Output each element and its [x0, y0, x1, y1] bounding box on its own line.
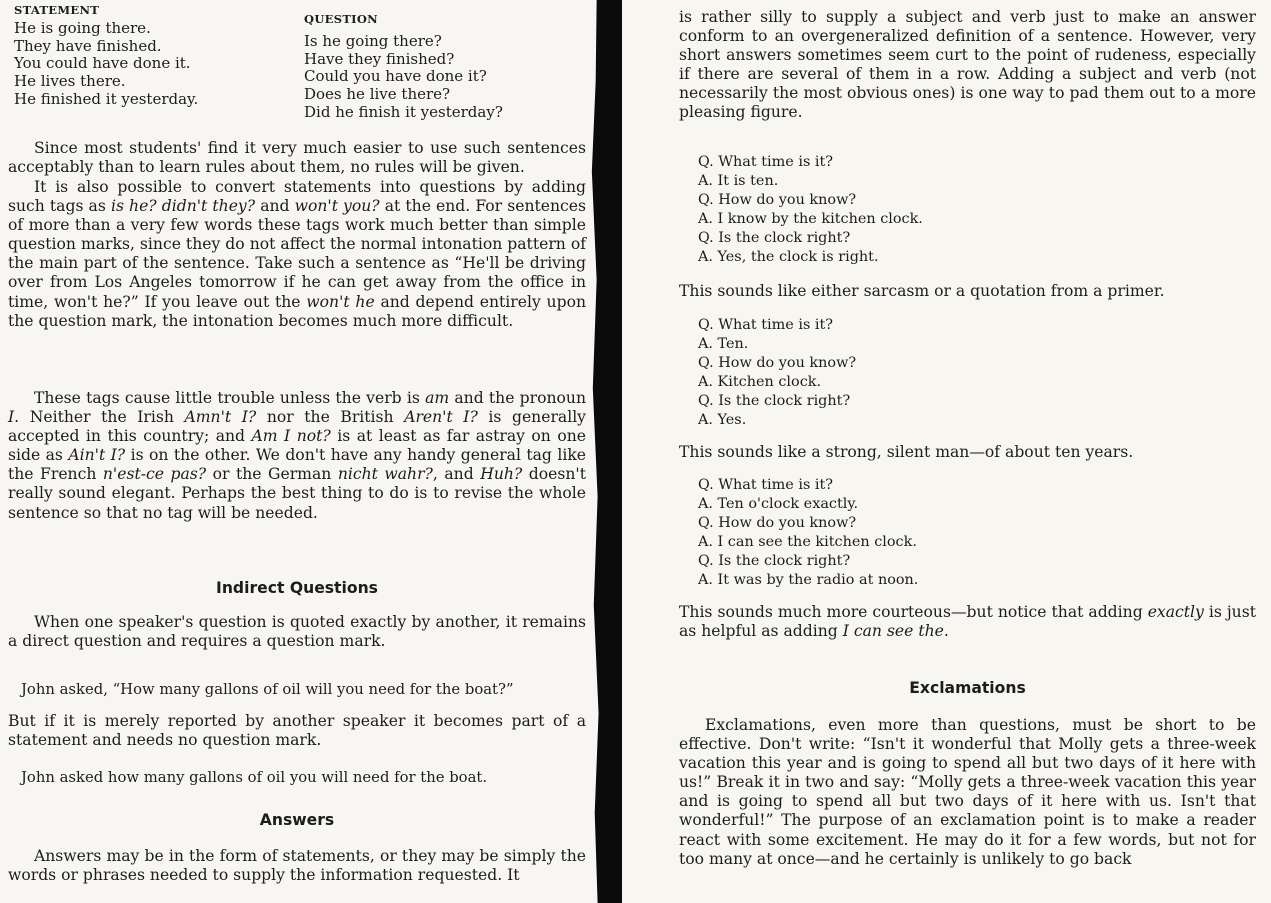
- heading-exclamations: Exclamations: [909, 679, 1026, 697]
- paragraph-tag-trouble: These tags cause little trouble unless the verb is am and the pronoun I. Neither the Irish Amn't I? nor the British Aren't I? is generally accepted in this country; and Am I not? is at least as far astray on one side as Ain't I? is on the other. We don't have any handy general tag like the French n'est-ce pas? or the German nicht wahr?, and Huh? doesn't really sound elegant. Perhaps the best thing to do is to revise the whole sentence so that no tag will be needed.: [8, 389, 586, 522]
- dialog-1: [698, 153, 923, 266]
- dialog-1-line: A. Yes, the clock is right.: [698, 248, 879, 265]
- dialog-3-line: Q. What time is it?: [698, 477, 834, 493]
- question-header: QUESTION: [304, 12, 378, 26]
- right-page: [622, 0, 1271, 903]
- statement-2: They have finished.: [14, 36, 162, 55]
- heading-answers: Answers: [259, 811, 335, 829]
- comment-sarcasm: This sounds like either sarcasm or a quotation from a primer.: [679, 282, 1165, 300]
- statement-4: He lives there.: [14, 72, 126, 91]
- paragraph-short-answers: is rather silly to supply a subject and verb just to make an answer conform to an overgeneralized definition of a sentence. However, very short answers sometimes seem curt to the point of rudeness, especially if there are several of them in a row. Adding a subject and verb (not necessarily the most obvious ones) is one way to pad them out to a more pleasing figure.: [679, 8, 1256, 122]
- paragraph-reported: But if it is merely reported by another speaker it becomes part of a statement and needs no question mark.: [8, 712, 586, 750]
- dialog-1-line: A. It is ten.: [698, 172, 779, 189]
- paragraph-answers: Answers may be in the form of statements, or they may be simply the words or phrases needed to supply the information requested. It: [8, 847, 586, 885]
- dialog-3-line: Q. Is the clock right?: [698, 552, 851, 569]
- statement-header: STATEMENT: [14, 3, 100, 17]
- dialog-2-line: A. Ten.: [698, 335, 749, 352]
- left-page: [0, 0, 600, 903]
- question-1: Is he going there?: [304, 31, 442, 50]
- quote-reported: John asked how many gallons of oil you will need for the boat.: [21, 769, 488, 786]
- dialog-3: [698, 476, 918, 589]
- dialog-2-line: Q. Is the clock right?: [698, 392, 851, 409]
- question-column: [304, 11, 503, 122]
- quote-direct: John asked, “How many gallons of oil will you need for the boat?”: [21, 681, 514, 698]
- question-5: Did he finish it yesterday?: [304, 102, 503, 121]
- question-3: Could you have done it?: [304, 67, 487, 86]
- dialog-2-line: A. Kitchen clock.: [698, 373, 822, 390]
- dialog-2-line: A. Yes.: [698, 411, 747, 428]
- dialog-3-line: Q. How do you know?: [698, 514, 857, 531]
- question-2: Have they finished?: [304, 49, 455, 68]
- comment-courteous: This sounds much more courteous—but notice that adding exactly is just as helpful as adding I can see the.: [679, 603, 1256, 641]
- dialog-2-line: Q. What time is it?: [698, 317, 834, 333]
- dialog-2-line: Q. How do you know?: [698, 354, 857, 371]
- dialog-3-line: A. Ten o'clock exactly.: [698, 495, 859, 512]
- comment-silent-man: This sounds like a strong, silent man—of about ten years.: [679, 443, 1134, 461]
- paragraph-tags: It is also possible to convert statements into questions by adding such tags as is he? didn't they? and won't you? at the end. For sentences of more than a very few words these tags work much better than simple question marks, since they do not affect the normal intonation pattern of the main part of the sentence. Take such a sentence as “He'll be driving over from Los Angeles tomorrow if he can get away from the office in time, won't he?” If you leave out the won't he and depend entirely upon the question mark, the intonation becomes much more difficult.: [8, 178, 587, 330]
- dialog-1-line: Q. What time is it?: [698, 154, 834, 170]
- dialog-3-line: A. I can see the kitchen clock.: [698, 533, 917, 550]
- statement-5: He finished it yesterday.: [14, 89, 199, 108]
- paragraph-exclamations: Exclamations, even more than questions, must be short to be effective. Don't write: “Isn't it wonderful that Molly gets a three-week vacation this year and is going to spend all but two days of it here with us!” Break it in two and say: “Molly gets a three-week vacation this year and is going to spend all but two days of it here with us. Isn't that wonderful!” The purpose of an exclamation point is to make a reader react with some excitement. He may do it for a few words, but not for too many at once—and he certainly is unlikely to go back: [679, 716, 1256, 868]
- statement-column: [14, 2, 198, 109]
- question-4: Does he live there?: [304, 85, 451, 104]
- dialog-1-line: A. I know by the kitchen clock.: [698, 210, 923, 227]
- dialog-1-line: Q. Is the clock right?: [698, 229, 851, 246]
- statement-1: He is going there.: [14, 18, 151, 37]
- dialog-3-line: A. It was by the radio at noon.: [698, 571, 919, 588]
- dialog-2: [698, 316, 856, 429]
- paragraph-direct-question: When one speaker's question is quoted exactly by another, it remains a direct question and requires a question mark.: [8, 613, 586, 651]
- paragraph-no-rules: Since most students' find it very much easier to use such sentences acceptably than to learn rules about them, no rules will be given.: [8, 139, 586, 177]
- statement-3: You could have done it.: [14, 54, 191, 73]
- dialog-1-line: Q. How do you know?: [698, 191, 857, 208]
- heading-indirect-questions: Indirect Questions: [216, 579, 378, 597]
